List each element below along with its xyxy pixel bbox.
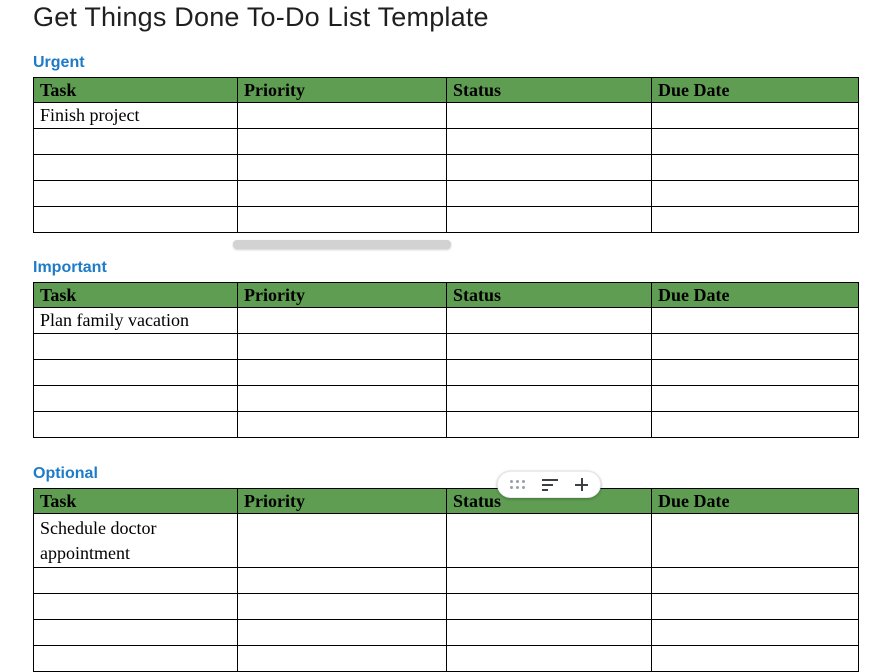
table-row bbox=[34, 360, 859, 386]
todo-table bbox=[33, 77, 859, 233]
table-cell-important-r3-c2[interactable] bbox=[238, 360, 447, 386]
table-cell-optional-r3-c4[interactable] bbox=[652, 594, 859, 620]
todo-section-urgent bbox=[33, 52, 858, 233]
table-cell-optional-r4-c3[interactable] bbox=[447, 620, 652, 646]
table-cell-important-r2-c3[interactable] bbox=[447, 334, 652, 360]
table-row bbox=[34, 594, 859, 620]
table-cell-urgent-r2-c4[interactable] bbox=[652, 129, 859, 155]
table-cell-urgent-r4-c3[interactable] bbox=[447, 181, 652, 207]
table-cell-optional-r1-c3[interactable] bbox=[447, 514, 652, 568]
table-cell-urgent-r3-c4[interactable] bbox=[652, 155, 859, 181]
column-header-status: Status bbox=[447, 283, 652, 308]
table-row bbox=[34, 103, 859, 129]
table-cell-important-r5-c2[interactable] bbox=[238, 412, 447, 438]
table-cell-urgent-r5-c3[interactable] bbox=[447, 207, 652, 233]
column-header-status: Status bbox=[447, 489, 652, 514]
column-header-priority: Priority bbox=[238, 78, 447, 103]
table-cell-optional-r1-c1[interactable]: Schedule doctor appointment bbox=[34, 514, 238, 568]
column-header-priority: Priority bbox=[238, 283, 447, 308]
todo-section-important bbox=[33, 257, 858, 438]
table-cell-urgent-r1-c1[interactable]: Finish project bbox=[34, 103, 238, 129]
column-header-task: Task bbox=[34, 489, 238, 514]
table-cell-optional-r2-c4[interactable] bbox=[652, 568, 859, 594]
table-cell-optional-r2-c2[interactable] bbox=[238, 568, 447, 594]
table-cell-important-r1-c3[interactable] bbox=[447, 308, 652, 334]
table-row bbox=[34, 620, 859, 646]
table-cell-important-r4-c2[interactable] bbox=[238, 386, 447, 412]
table-row bbox=[34, 155, 859, 181]
table-cell-optional-r2-c3[interactable] bbox=[447, 568, 652, 594]
table-header-row bbox=[34, 283, 859, 308]
table-row bbox=[34, 386, 859, 412]
table-cell-optional-r5-c1[interactable] bbox=[34, 646, 238, 672]
table-row bbox=[34, 207, 859, 233]
table-cell-important-r4-c3[interactable] bbox=[447, 386, 652, 412]
table-cell-important-r4-c1[interactable] bbox=[34, 386, 238, 412]
column-header-priority: Priority bbox=[238, 489, 447, 514]
table-cell-important-r5-c4[interactable] bbox=[652, 412, 859, 438]
table-cell-important-r3-c4[interactable] bbox=[652, 360, 859, 386]
table-cell-important-r1-c1[interactable]: Plan family vacation bbox=[34, 308, 238, 334]
table-cell-optional-r4-c1[interactable] bbox=[34, 620, 238, 646]
table-drag-handle-button[interactable] bbox=[510, 480, 525, 489]
table-cell-urgent-r2-c3[interactable] bbox=[447, 129, 652, 155]
table-cell-urgent-r5-c4[interactable] bbox=[652, 207, 859, 233]
table-cell-urgent-r4-c4[interactable] bbox=[652, 181, 859, 207]
section-heading-urgent: Urgent bbox=[33, 54, 85, 71]
table-cell-urgent-r5-c2[interactable] bbox=[238, 207, 447, 233]
column-header-status: Status bbox=[447, 78, 652, 103]
table-cell-optional-r4-c2[interactable] bbox=[238, 620, 447, 646]
table-row bbox=[34, 412, 859, 438]
table-border-drag-indicator[interactable] bbox=[233, 240, 451, 249]
table-cell-urgent-r5-c1[interactable] bbox=[34, 207, 238, 233]
section-heading-optional: Optional bbox=[33, 465, 98, 482]
table-cell-important-r3-c1[interactable] bbox=[34, 360, 238, 386]
table-floating-toolbar bbox=[497, 471, 601, 498]
table-row bbox=[34, 568, 859, 594]
table-row bbox=[34, 308, 859, 334]
table-cell-important-r2-c2[interactable] bbox=[238, 334, 447, 360]
table-cell-optional-r5-c2[interactable] bbox=[238, 646, 447, 672]
table-cell-important-r1-c2[interactable] bbox=[238, 308, 447, 334]
table-cell-important-r2-c4[interactable] bbox=[652, 334, 859, 360]
table-cell-important-r3-c3[interactable] bbox=[447, 360, 652, 386]
column-header-due-date: Due Date bbox=[652, 489, 859, 514]
table-cell-urgent-r3-c2[interactable] bbox=[238, 155, 447, 181]
todo-table bbox=[33, 282, 859, 438]
table-cell-optional-r5-c3[interactable] bbox=[447, 646, 652, 672]
table-cell-optional-r5-c4[interactable] bbox=[652, 646, 859, 672]
sort-table-button[interactable] bbox=[542, 479, 558, 491]
column-header-due-date: Due Date bbox=[652, 78, 859, 103]
table-cell-optional-r2-c1[interactable] bbox=[34, 568, 238, 594]
table-cell-urgent-r1-c3[interactable] bbox=[447, 103, 652, 129]
table-cell-optional-r1-c4[interactable] bbox=[652, 514, 859, 568]
table-row bbox=[34, 181, 859, 207]
table-row bbox=[34, 129, 859, 155]
drag-dots-icon bbox=[510, 480, 525, 489]
column-header-task: Task bbox=[34, 283, 238, 308]
table-cell-urgent-r3-c1[interactable] bbox=[34, 155, 238, 181]
table-cell-urgent-r4-c2[interactable] bbox=[238, 181, 447, 207]
table-cell-important-r2-c1[interactable] bbox=[34, 334, 238, 360]
table-cell-optional-r3-c3[interactable] bbox=[447, 594, 652, 620]
document-title: Get Things Done To-Do List Template bbox=[33, 2, 489, 32]
table-cell-urgent-r4-c1[interactable] bbox=[34, 181, 238, 207]
table-row bbox=[34, 646, 859, 672]
table-header-row bbox=[34, 489, 859, 514]
table-cell-urgent-r1-c2[interactable] bbox=[238, 103, 447, 129]
table-row bbox=[34, 334, 859, 360]
table-cell-important-r1-c4[interactable] bbox=[652, 308, 859, 334]
table-cell-important-r4-c4[interactable] bbox=[652, 386, 859, 412]
column-header-due-date: Due Date bbox=[652, 283, 859, 308]
table-cell-optional-r1-c2[interactable] bbox=[238, 514, 447, 568]
table-cell-important-r5-c3[interactable] bbox=[447, 412, 652, 438]
plus-icon bbox=[575, 478, 588, 491]
table-cell-urgent-r3-c3[interactable] bbox=[447, 155, 652, 181]
todo-section-optional bbox=[33, 463, 858, 672]
table-cell-optional-r3-c1[interactable] bbox=[34, 594, 238, 620]
table-cell-optional-r4-c4[interactable] bbox=[652, 620, 859, 646]
sort-icon bbox=[542, 479, 558, 491]
table-cell-important-r5-c1[interactable] bbox=[34, 412, 238, 438]
table-cell-urgent-r2-c1[interactable] bbox=[34, 129, 238, 155]
table-cell-urgent-r2-c2[interactable] bbox=[238, 129, 447, 155]
table-header-row bbox=[34, 78, 859, 103]
column-header-task: Task bbox=[34, 78, 238, 103]
section-heading-important: Important bbox=[33, 259, 107, 276]
table-cell-optional-r3-c2[interactable] bbox=[238, 594, 447, 620]
add-button[interactable] bbox=[575, 478, 588, 491]
todo-table bbox=[33, 488, 859, 672]
table-row bbox=[34, 514, 859, 568]
table-cell-urgent-r1-c4[interactable] bbox=[652, 103, 859, 129]
